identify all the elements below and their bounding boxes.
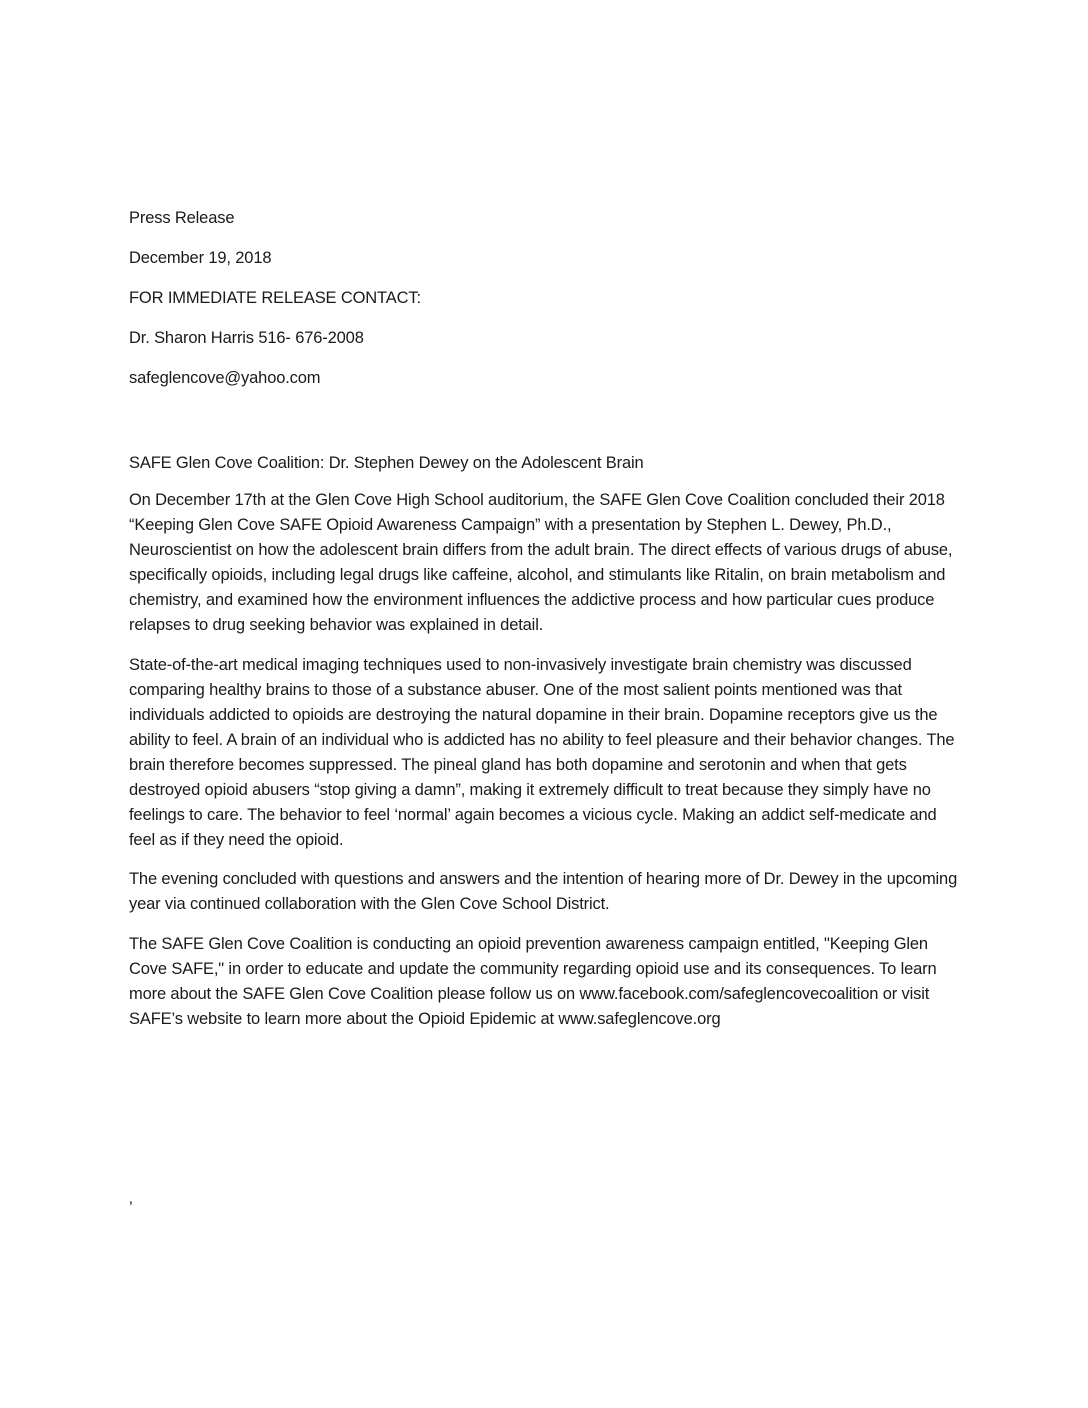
stray-mark: ’ [129, 1199, 133, 1217]
press-release-content [129, 206, 965, 1046]
body-paragraph-1: On December 17th at the Glen Cove High School auditorium, the SAFE Glen Cove Coalition concluded their 2018 “Keeping Glen Cove SAFE Opioid Awareness Campaign” with a presentation by Stephen L. Dewey, Ph.D., Neuroscientist on how the adolescent brain differs from the adult brain. The direct effects of various drugs of abuse, specifically opioids, including legal drugs like caffeine, alcohol, and stimulants like Ritalin, on brain metabolism and chemistry, and examined how the environment influences the addictive process and how particular cues produce relapses to drug seeking behavior was explained in detail. [129, 491, 953, 635]
document-type: Press Release [129, 209, 235, 227]
release-contact-heading: FOR IMMEDIATE RELEASE CONTACT: [129, 289, 421, 307]
body-paragraph-3: The evening concluded with questions and answers and the intention of hearing more of Dr. Dewey in the upcoming year via continued collaboration with the Glen Cove School District. [129, 870, 958, 914]
contact-name-phone: Dr. Sharon Harris 516- 676-2008 [129, 329, 364, 347]
release-date: December 19, 2018 [129, 249, 272, 267]
contact-email: safeglencove@yahoo.com [129, 369, 321, 387]
body-paragraph-2: State-of-the-art medical imaging techniques used to non-invasively investigate brain chemistry was discussed comparing healthy brains to those of a substance abuser. One of the most salient points mentioned was that individuals addicted to opioids are destroying the natural dopamine in their brain. Dopamine receptors give us the ability to feel. A brain of an individual who is addicted has no ability to feel pleasure and their behavior changes. The brain therefore becomes suppressed. The pineal gland has both dopamine and serotonin and when that gets destroyed opioid abusers “stop giving a damn”, making it extremely difficult to treat because they simply have no feelings to care. The behavior to feel ‘normal’ again becomes a vicious cycle. Making an addict self-medicate and feel as if they need the opioid. [129, 655, 955, 850]
release-subject: SAFE Glen Cove Coalition: Dr. Stephen Dewey on the Adolescent Brain [129, 454, 644, 472]
body-paragraph-4: The SAFE Glen Cove Coalition is conducting an opioid prevention awareness campaign entitled, "Keeping Glen Cove SAFE," in order to educate and update the community regarding opioid use and its consequences. To learn more about the SAFE Glen Cove Coalition please follow us on www.facebook.com/safeglencovecoalition or visit SAFE’s website to learn more about the Opioid Epidemic at www.safeglencove.org [129, 934, 937, 1028]
